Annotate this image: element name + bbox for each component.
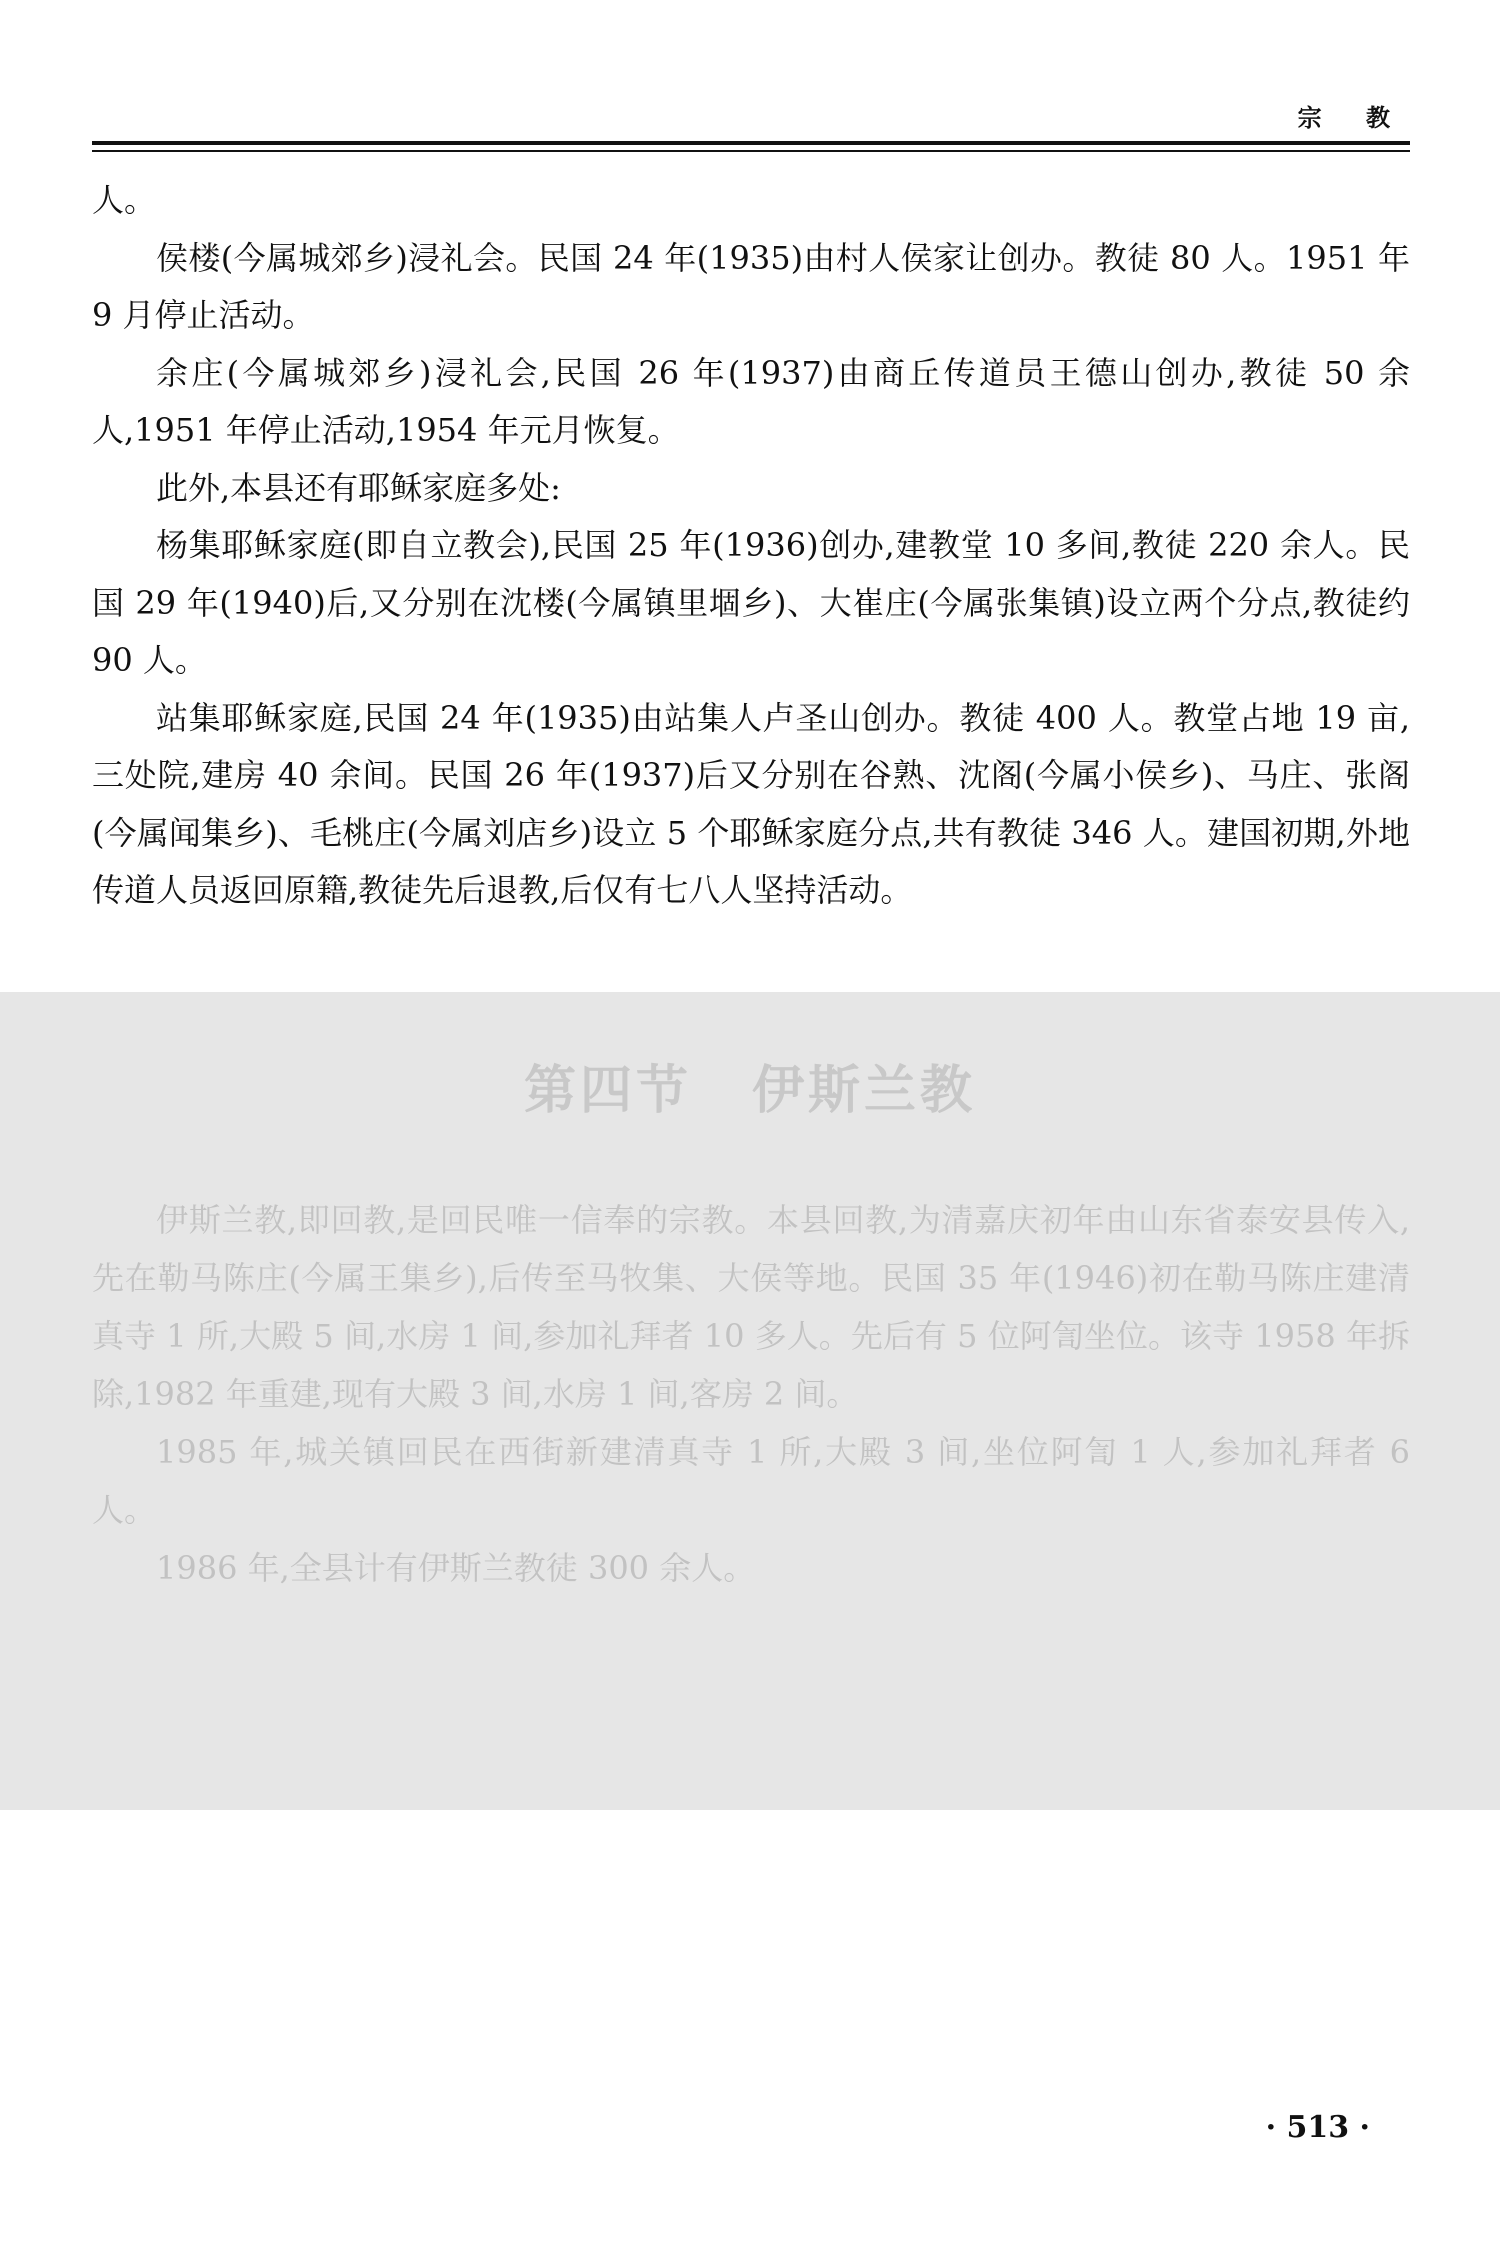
body-paragraph: 此外,本县还有耶稣家庭多处: xyxy=(156,468,561,507)
section-text xyxy=(92,1191,1410,1597)
section-paragraph: 伊斯兰教,即回教,是回民唯一信奉的宗教。本县回教,为清嘉庆初年由山东省泰安县传入,先在勒马陈庄(今属王集乡),后传至马牧集、大侯等地。民国 35 年(1946)初在勒马陈庄建清真寺 1 所,大殿 5 间,水房 1 间,参加礼拜者 10 多人。先后有 5 位阿訇坐位。该寺 1958 年拆除,1982 年重建,现有大殿 3 间,水房 1 间,客房 2 间。 xyxy=(92,1201,1410,1413)
section-title: 伊斯兰教 xyxy=(752,1061,977,1121)
page-number: · 513 · xyxy=(1265,2110,1370,2145)
section-number: 第四节 xyxy=(523,1061,692,1121)
section-heading xyxy=(0,1048,1500,1123)
running-header: 宗 教 xyxy=(1297,103,1408,132)
body-paragraph: 余庄(今属城郊乡)浸礼会,民国 26 年(1937)由商丘传道员王德山创办,教徒 50 余人,1951 年停止活动,1954 年元月恢复。 xyxy=(92,353,1410,449)
body-text xyxy=(92,172,1410,920)
section-paragraph: 1985 年,城关镇回民在西街新建清真寺 1 所,大殿 3 间,坐位阿訇 1 人,参加礼拜者 6 人。 xyxy=(92,1433,1410,1529)
body-paragraph: 侯楼(今属城郊乡)浸礼会。民国 24 年(1935)由村人侯家让创办。教徒 80 人。1951 年 9 月停止活动。 xyxy=(92,238,1410,334)
section-paragraph: 1986 年,全县计有伊斯兰教徒 300 余人。 xyxy=(156,1549,756,1587)
body-paragraph: 人。 xyxy=(92,181,157,219)
header-rule-thin xyxy=(92,150,1410,152)
body-paragraph: 杨集耶稣家庭(即自立教会),民国 25 年(1936)创办,建教堂 10 多间,教徒 220 余人。民国 29 年(1940)后,又分别在沈楼(今属镇里堌乡)、大崔庄(今属张集镇)设立两个分点,教徒约 90 人。 xyxy=(92,526,1410,679)
body-paragraph: 站集耶稣家庭,民国 24 年(1935)由站集人卢圣山创办。教徒 400 人。教堂占地 19 亩,三处院,建房 40 余间。民国 26 年(1937)后又分别在谷熟、沈阁(今属小侯乡)、马庄、张阁(今属闻集乡)、毛桃庄(今属刘店乡)设立 5 个耶稣家庭分点,共有教徒 346 人。建国初期,外地传道人员返回原籍,教徒先后退教,后仅有七八人坚持活动。 xyxy=(92,698,1410,909)
header-rule-thick xyxy=(92,141,1410,145)
